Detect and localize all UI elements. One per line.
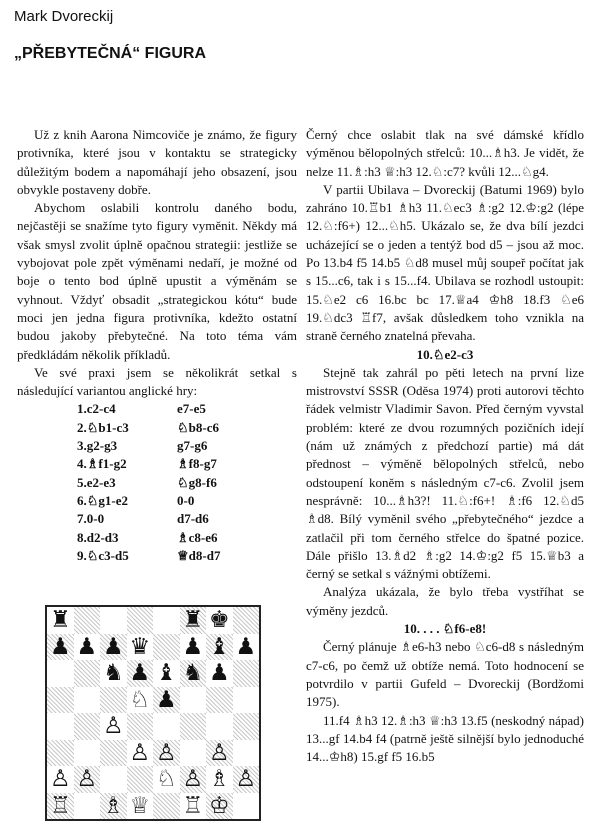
- black-move: ♗f8-g7: [177, 456, 217, 472]
- chess-piece-g8: ♚: [208, 607, 230, 633]
- right-column: [306, 126, 584, 766]
- black-move: ♘b8-c6: [177, 419, 219, 435]
- black-move: d7-d6: [177, 511, 209, 527]
- board-square: [233, 713, 260, 740]
- board-square: [74, 607, 101, 634]
- white-move: 8.d2-d3: [77, 529, 119, 545]
- board-square: [233, 793, 260, 820]
- chess-board: [47, 607, 259, 819]
- move-row: [77, 455, 277, 473]
- white-move: 5.e2-e3: [77, 474, 116, 490]
- board-square: [74, 687, 101, 714]
- move-row: [77, 547, 277, 565]
- move-row: [77, 510, 277, 528]
- chess-piece-d1: ♕: [129, 792, 151, 819]
- board-square: [47, 740, 74, 767]
- board-square: [127, 607, 154, 634]
- board-square: [233, 687, 260, 714]
- chess-piece-f7: ♟: [182, 633, 204, 660]
- white-move: 2.♘b1-c3: [77, 419, 129, 435]
- chess-piece-d6: ♟: [129, 660, 151, 686]
- white-move: 3.g2-g3: [77, 438, 118, 454]
- paragraph: Černý plánuje ♗e6-h3 nebo ♘c6-d8 s následným c7-c6, po čemž už obtíže nemá. Toto hodnocení se potvrdilo v partii Gufeld – Dvoreckij (Bordžomi 1975).: [306, 639, 584, 710]
- board-square: [100, 607, 127, 634]
- board-square: [180, 713, 207, 740]
- chess-piece-f2: ♙: [182, 766, 204, 792]
- move-line: 10. . . . ♘f6-e8!: [403, 621, 487, 637]
- white-move: 7.0-0: [77, 511, 105, 527]
- paragraph: Analýza ukázala, že bylo třeba vystříhat se výměny jezdců.: [306, 584, 584, 618]
- chess-piece-e6: ♝: [155, 660, 177, 686]
- chess-piece-d5: ♘: [129, 686, 151, 713]
- board-square: [153, 793, 180, 820]
- chapter-title: „PŘEBYTEČNÁ“ FIGURA: [14, 45, 207, 62]
- chess-piece-a1: ♖: [49, 792, 71, 819]
- chess-piece-b7: ♟: [76, 633, 98, 660]
- chess-piece-g2: ♗: [208, 766, 230, 792]
- board-square: [153, 713, 180, 740]
- chess-piece-c7: ♟: [102, 633, 124, 660]
- paragraph: V partii Ubilava – Dvoreckij (Batumi 1969) bylo zahráno 10.♖b1 ♗h3 11.♘ec3 ♗:g2 12.♔:g2 (lépe 12.♘:f6+) 12...♘h5. Ukázalo se, že dva bílí jezdci ucházející se o jeden a tentýž bod d5 – jsou až moc. Po 13.b4 f5 14.b5 ♘d8 musel můj soupeř počítat jak s 15...c6, tak i s 15...f4. Ubilava se rozhodl ustoupit: 15.♘e2 c6 16.bc bc 17.♕a4 ♔h8 18.f3 ♘e6 19.♘dc3 ♖f7, avšak důsledkem toho vznikla na straně černého znatelná převaha.: [306, 181, 584, 344]
- white-move: 1.c2-c4: [77, 401, 116, 417]
- chess-piece-g1: ♔: [208, 792, 230, 819]
- board-square: [47, 713, 74, 740]
- chess-piece-g7: ♝: [208, 633, 230, 660]
- board-square: [233, 660, 260, 687]
- board-square: [47, 687, 74, 714]
- board-square: [127, 766, 154, 793]
- board-square: [100, 740, 127, 767]
- move-row: [77, 492, 277, 510]
- paragraph: 11.f4 ♗h3 12.♗:h3 ♕:h3 13.f5 (neskodný nápad) 13...gf 14.b4 f4 (patrně ještě silnější bylo jednoduché 14...♔h8) 15.gf f5 16.b5: [306, 712, 584, 765]
- chess-piece-f1: ♖: [182, 792, 204, 819]
- board-square: [153, 634, 180, 661]
- board-square: [153, 607, 180, 634]
- board-square: [74, 793, 101, 820]
- chess-diagram: [45, 605, 261, 821]
- board-square: [47, 660, 74, 687]
- paragraph: Už z knih Aarona Nimcoviče je známo, že figury protivníka, které jsou v kontaktu se strategicky důležitým bodem a napomáhají jeho obsazení, jsou obvykle postaveny dobře.: [17, 127, 297, 197]
- chess-piece-g6: ♟: [208, 660, 230, 686]
- move-row: [77, 474, 277, 492]
- chess-piece-f6: ♞: [182, 660, 204, 686]
- board-square: [100, 766, 127, 793]
- chess-piece-c1: ♗: [102, 792, 124, 819]
- chess-piece-h2: ♙: [235, 766, 257, 792]
- author-name: Mark Dvoreckij: [14, 8, 114, 25]
- board-square: [233, 607, 260, 634]
- move-row: [77, 437, 277, 455]
- black-move: ♘g8-f6: [177, 474, 217, 490]
- paragraph: Černý chce oslabit tlak na své dámské křídlo výměnou bělopolných střelců: 10...♗h3. Je vidět, že nelze 11.♗:h3 ♕:h3 12.♘:c7? kvůli 12...♘g4.: [306, 127, 584, 179]
- chess-piece-e5: ♟: [155, 686, 177, 713]
- chess-piece-d7: ♛: [129, 633, 151, 660]
- chess-piece-g3: ♙: [208, 739, 230, 766]
- board-square: [180, 687, 207, 714]
- chess-piece-e3: ♙: [155, 739, 177, 766]
- chess-piece-b2: ♙: [76, 766, 98, 792]
- white-move: 6.♘g1-e2: [77, 492, 129, 508]
- board-square: [74, 740, 101, 767]
- black-move: ♗c8-e6: [177, 529, 218, 545]
- move-line: 10.♘e2-c3: [416, 346, 474, 362]
- chess-piece-c4: ♙: [102, 713, 124, 739]
- black-move: ♕d8-d7: [177, 547, 221, 563]
- black-move: g7-g6: [177, 438, 208, 454]
- chess-piece-a2: ♙: [49, 766, 71, 792]
- board-square: [100, 687, 127, 714]
- chess-piece-h7: ♟: [235, 633, 257, 660]
- board-square: [233, 740, 260, 767]
- white-move: 9.♘c3-d5: [77, 547, 129, 563]
- white-move: 4.♗f1-g2: [77, 456, 127, 472]
- chess-piece-f8: ♜: [182, 607, 204, 633]
- move-row: [77, 400, 277, 418]
- black-move: 0-0: [177, 492, 195, 508]
- paragraph: Ve své praxi jsem se několikrát setkal s následující variantou anglické hry:: [17, 364, 297, 399]
- move-row: [77, 419, 277, 437]
- chess-piece-a8: ♜: [49, 607, 71, 633]
- move-row: [77, 529, 277, 547]
- left-column: [17, 126, 297, 565]
- board-square: [74, 713, 101, 740]
- chess-piece-e2: ♘: [155, 766, 177, 792]
- chess-piece-d3: ♙: [129, 739, 151, 766]
- board-square: [206, 713, 233, 740]
- board-square: [180, 740, 207, 767]
- board-square: [74, 660, 101, 687]
- board-square: [206, 687, 233, 714]
- paragraph: Abychom oslabili kontrolu daného bodu, nejčastěji se snažíme tyto figury vyměnit. Někdy má však smysl zvolit úplně opačnou strategii: jestliže se vybojovat pole zpět výměnami nedaří, je možné od boje o tento bod úplně upustit a výměnám se vyhnout. Vždyť obsadit „strategickou kótu“ bude moci jen jedna figura protivníka, kdežto ostatní budou jakoby přebytečné. Na toto téma vám předkládám několik příkladů.: [17, 200, 297, 362]
- board-square: [127, 713, 154, 740]
- chess-piece-a7: ♟: [49, 633, 71, 660]
- opening-moves-table: [77, 400, 277, 565]
- paragraph: Stejně tak zahrál po pěti letech na první lize mistrovství SSSR (Oděsa 1974) proti autorovi těchto řádek velmistr Vladimir Savon. Před černým vyvstal problém: které ze dvou rozumných pozičních idejí (nám už známých z předchozí partie) má dát přednost – výměně bělopolných střelců, nebo odstoupení koněm s následným c7-c6. Zvolil jsem nesprávně: 10...♗h3?! 11.♘:f6+! ♗:f6 12.♘d5 ♗d8. Bílý vyměnil svého „přebytečného“ jezdce a zatlačil při tom černého střelce do špatné pozice. Dále přišlo 13.♗d2 ♗:g2 14.♔:g2 f5 15.♕b3 a černý se setkal s vážnými obtížemi.: [306, 364, 584, 582]
- chess-piece-c6: ♞: [102, 660, 124, 686]
- black-move: e7-e5: [177, 401, 206, 417]
